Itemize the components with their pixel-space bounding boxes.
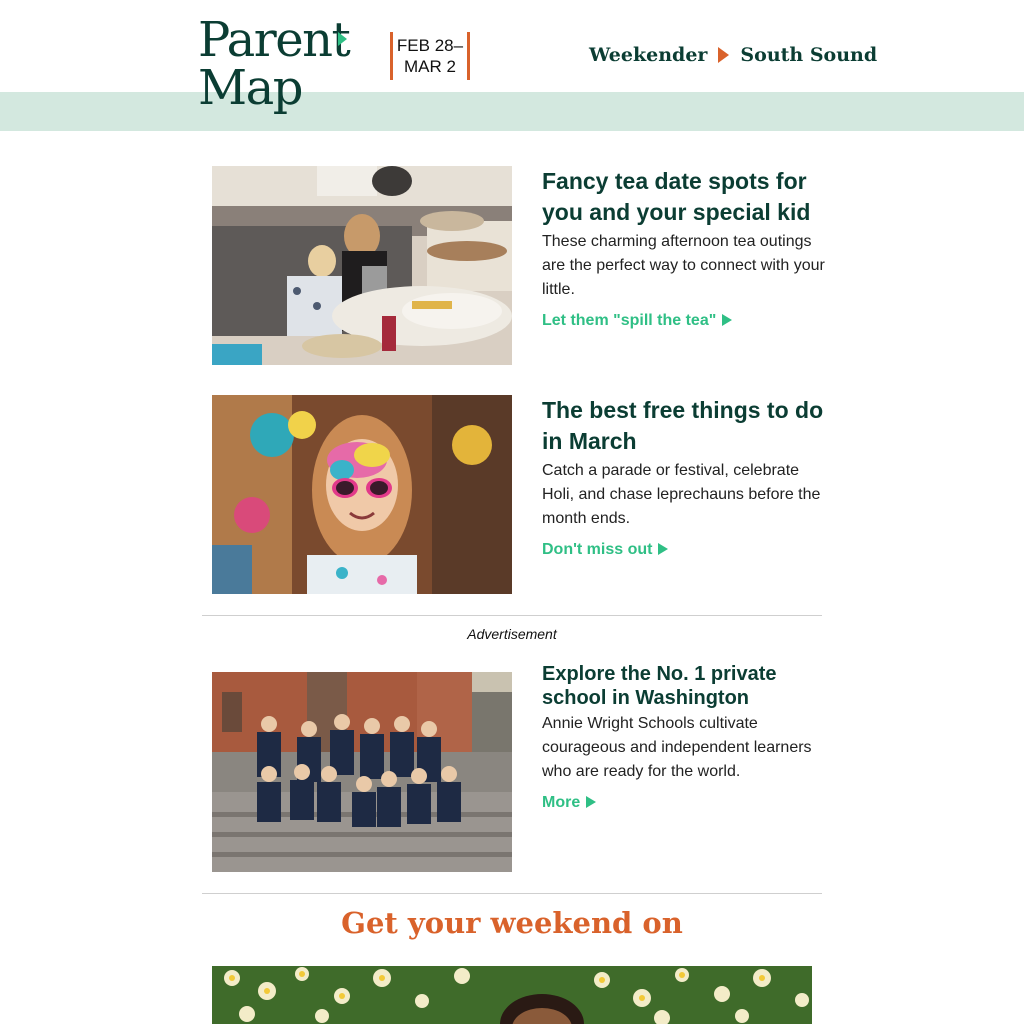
ad-body: Annie Wright Schools cultivate courageous and independent learners who are ready for the world. [542,715,812,780]
tea-cta-link[interactable] [542,312,732,330]
cta-arrow-icon [722,314,732,326]
article-body: Catch a parade or festival, celebrate Holi, and chase leprechauns before the month ends. [542,462,821,527]
weekend-hero-photo[interactable] [212,966,812,1024]
holi-festival-photo[interactable] [212,395,512,594]
article-title[interactable]: Fancy tea date spots for you and your special kid [542,168,811,225]
logo-play-icon [338,32,347,46]
edition-label [589,44,877,66]
cta-label: More [542,794,581,811]
weekend-section-title: Get your weekend on [341,906,683,940]
article-card-tea [212,166,825,365]
article-text [542,166,827,330]
edition-region: South Sound [740,44,878,66]
ad-title[interactable]: Explore the No. 1 private school in Washington [542,663,777,709]
divider [202,615,822,616]
cta-arrow-icon [658,543,668,555]
article-text [542,395,827,559]
ad-more-link[interactable] [542,794,596,812]
divider [202,893,822,894]
newsletter-header [0,0,1024,131]
article-title[interactable]: The best free things to do in March [542,397,824,454]
march-cta-link[interactable] [542,541,668,559]
header-band [0,92,1024,131]
parentmap-logo[interactable] [198,12,350,116]
cta-label: Let them "spill the tea" [542,312,717,329]
ad-text [542,662,827,812]
logo-line-2: Map [198,60,302,116]
issue-date [390,32,470,80]
article-card-march [212,395,822,594]
cta-arrow-icon [586,796,596,808]
edition-arrow-icon [718,47,729,63]
article-body: These charming afternoon tea outings are the perfect way to connect with your little. [542,233,825,298]
issue-date-start: FEB 28– [396,36,464,55]
cta-label: Don't miss out [542,541,653,558]
logo-line-1: Parent [198,12,350,68]
tea-date-photo[interactable] [212,166,512,365]
ad-card-annie-wright [212,662,822,872]
students-group-photo[interactable] [212,672,512,872]
edition-weekender: Weekender [589,44,708,66]
issue-date-end: MAR 2 [404,57,456,76]
advertisement-label: Advertisement [467,626,557,642]
